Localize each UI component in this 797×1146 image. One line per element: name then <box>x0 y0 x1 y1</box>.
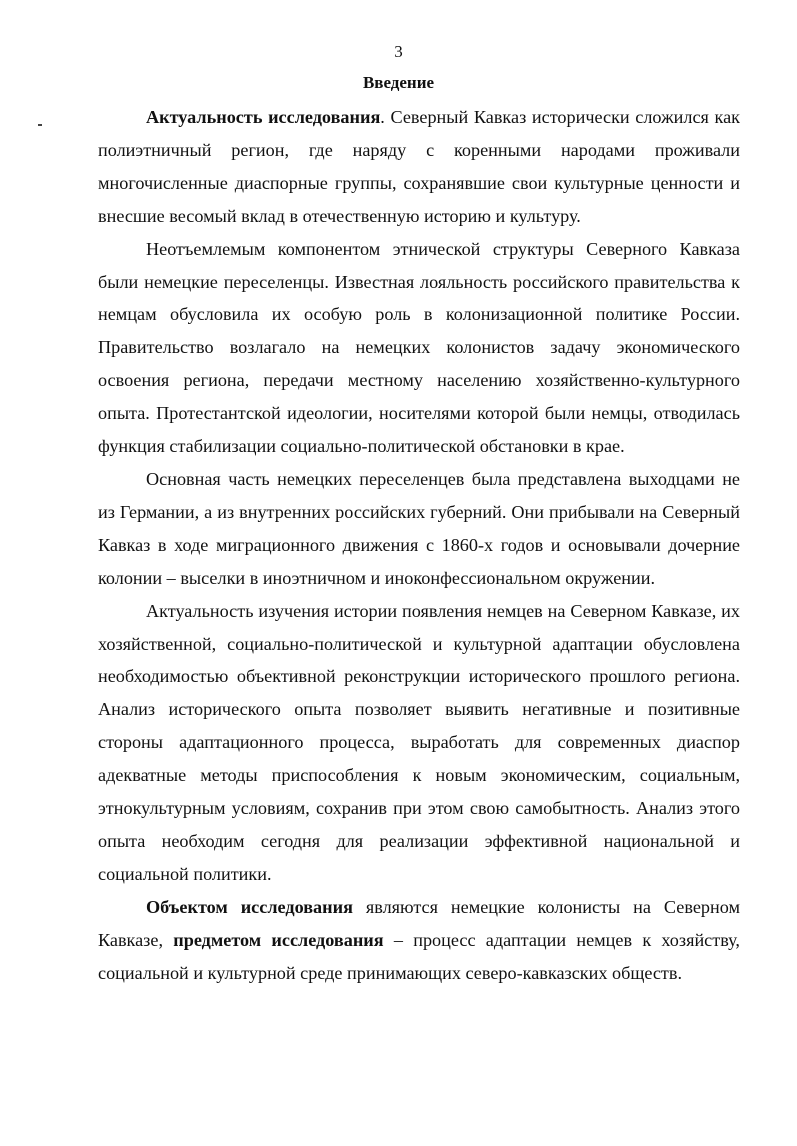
subject-lead: предметом исследования <box>173 929 384 950</box>
object-text: являются немецкие колонисты на Северном Кавказе, <box>98 896 740 950</box>
scan-speck <box>38 124 42 126</box>
paragraph-migration: Основная часть немецких переселенцев была представлена выходцами не из Германии, а из внутренних российских губерний. Они прибывали на Северный Кавказ в ходе миграционного движения с 1860-х годов и основывали дочерние колонии – выселки в иноэтничном и иноконфессиональном окружении. <box>98 468 740 588</box>
page-heading: Введение <box>362 73 435 92</box>
relevance-text: . Северный Кавказ исторически сложился как полиэтничный регион, где наряду с коренными народами проживали многочисленные диаспорные группы, сохранявшие свои культурные ценности и внесшие весомый вклад в отечественную историю и культуру. <box>98 107 740 226</box>
subject-text: – процесс адаптации немцев к хозяйству, социальной и культурной среде принимающих северо-кавказских обществ. <box>98 929 740 983</box>
body-text <box>98 101 740 989</box>
relevance-lead: Актуальность исследования <box>146 107 381 127</box>
object-lead: Объектом исследования <box>146 896 353 917</box>
paragraph-object-subject <box>98 891 740 990</box>
page-number: 3 <box>394 42 403 61</box>
paragraph-german-settlers: Неотъемлемым компонентом этнической структуры Северного Кавказа были немецкие переселенцы. Известная лояльность российского правительства к немцам обусловила их особую роль в колонизационной политике России. Правительство возлагало на немецких колонистов задачу экономического освоения региона, передачи местному населению хозяйственно-культурного опыта. Протестантской идеологии, носителями которой были немцы, отводилась функция стабилизации социально-политической обстановки в крае. <box>98 238 740 457</box>
paragraph-relevance <box>98 101 740 233</box>
paragraph-adaptation: Актуальность изучения истории появления немцев на Северном Кавказе, их хозяйственной, социально-политической и культурной адаптации обусловлена необходимостью объективной реконструкции исторического прошлого региона. Анализ исторического опыта позволяет выявить негативные и позитивные стороны адаптационного процесса, выработать для современных диаспор адекватные методы приспособления к новым экономическим, социальным, этнокультурным условиям, сохранив при этом свою самобытность. Анализ этого опыта необходим сегодня для реализации эффективной национальной и социальной политики. <box>98 600 740 884</box>
